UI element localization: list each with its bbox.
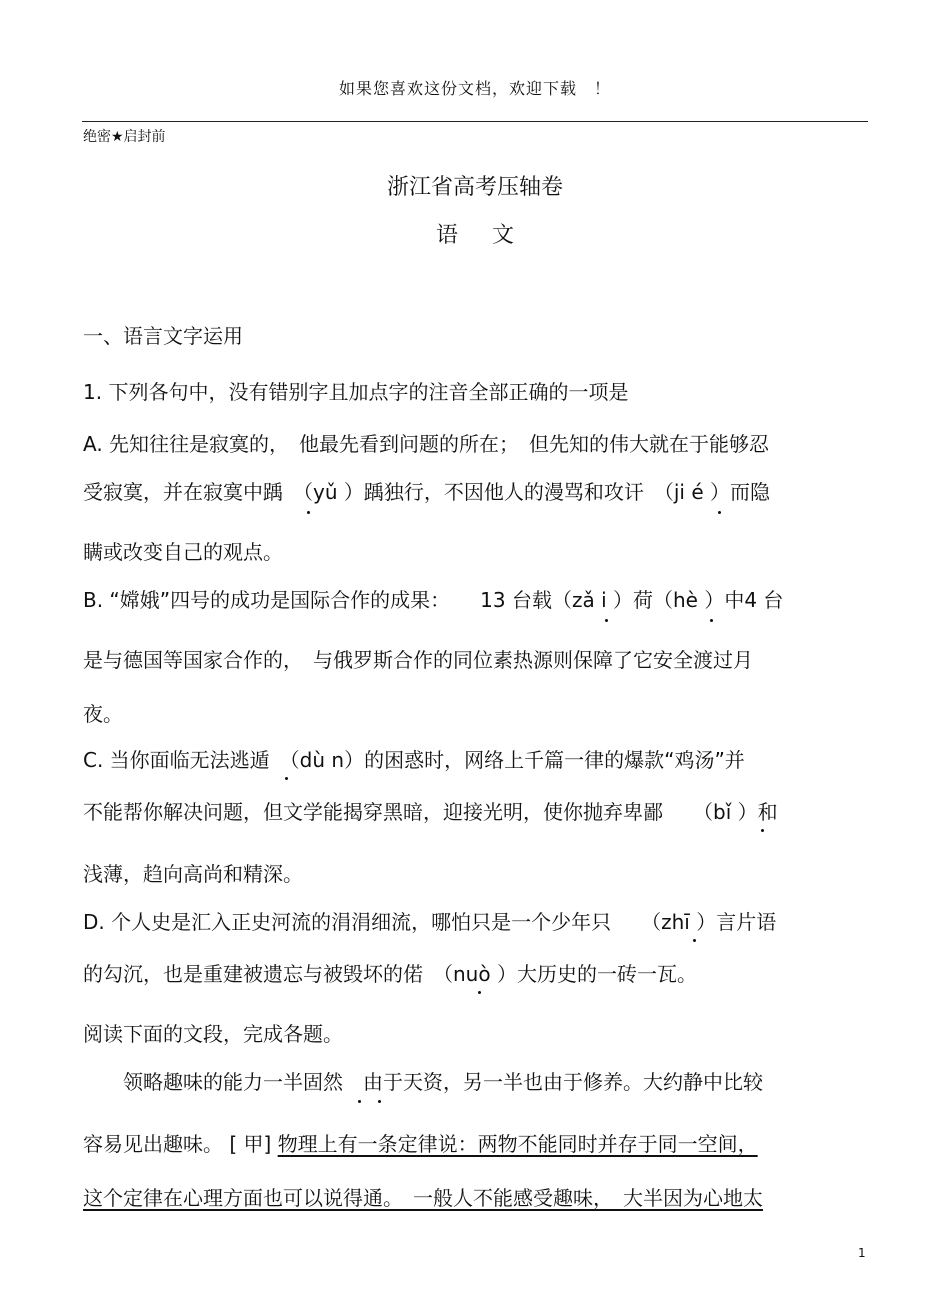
emphasis-dot	[718, 511, 721, 514]
passage-line-2-prefix: 容易见出趣味。 [ 甲]	[83, 1132, 278, 1156]
passage-line-2	[83, 1130, 758, 1158]
document-title: 浙江省高考压轴卷	[386, 175, 563, 200]
option-b-line-2: 是与德国等国家合作的， 与俄罗斯合作的同位素热源则保障了它安全渡过月	[83, 648, 753, 672]
section-heading: 一、语言文字运用	[83, 324, 243, 348]
option-b-line-1: B. “嫦娥”四号的成功是国际合作的成果： 13 台载（zǎ i ）荷（hè ）中4 台	[83, 588, 784, 612]
page-number: 1	[858, 1246, 866, 1260]
reading-instruction: 阅读下面的文段，完成各题。	[83, 1022, 343, 1046]
emphasis-dot	[710, 619, 713, 622]
option-c-line-3: 浅薄，趋向高尚和精深。	[83, 862, 303, 886]
emphasis-dot	[605, 619, 608, 622]
emphasis-dot	[285, 777, 288, 780]
question-1-stem: 1. 下列各句中，没有错别字且加点字的注音全部正确的一项是	[83, 380, 629, 404]
emphasis-dot	[358, 1100, 361, 1103]
emphasis-dot	[761, 829, 764, 832]
subject-title: 语文	[435, 223, 548, 248]
passage-line-3: 这个定律在心理方面也可以说得通。 一般人不能感受趣味， 大半因为心地太	[83, 1186, 763, 1210]
secret-mark: 绝密★启封前	[83, 129, 166, 145]
emphasis-dot	[478, 991, 481, 994]
emphasis-dot	[693, 939, 696, 942]
option-c-line-1: C. 当你面临无法逃遁 （dù n）的困惑时，网络上千篇一律的爆款“鸡汤”并	[83, 748, 745, 772]
marked-sentence-jia: 物理上有一条定律说：两物不能同时并存于同一空间，	[277, 1132, 758, 1156]
option-d-line-2: 的勾沉，也是重建被遗忘与被毁坏的偌 （nuò ）大历史的一砖一瓦。	[83, 962, 697, 986]
option-a-line-2: 受寂寞，并在寂寞中踽 （yǔ ）踽独行，不因他人的漫骂和攻讦 （ji é ）而隐	[83, 480, 771, 504]
passage-line-1: 领略趣味的能力一半固然 由于天资，另一半也由于修养。大约静中比较	[83, 1070, 763, 1094]
emphasis-dot	[307, 511, 310, 514]
option-a-line-1: A. 先知往往是寂寞的， 他最先看到问题的所在； 但先知的伟大就在于能够忍	[83, 432, 770, 456]
option-c-line-2: 不能帮你解决问题，但文学能揭穿黑暗，迎接光明，使你抛弃卑鄙 （bǐ ）和	[83, 800, 778, 824]
option-a-line-3: 瞒或改变自己的观点。	[83, 540, 283, 564]
download-note: 如果您喜欢这份文档，欢迎下载 ！	[338, 79, 611, 98]
option-d-line-1: D. 个人史是汇入正史河流的涓涓细流，哪怕只是一个少年只 （zhī ）言片语	[83, 910, 777, 934]
option-b-line-3: 夜。	[83, 702, 123, 726]
emphasis-dot	[378, 1100, 381, 1103]
header-rule	[82, 121, 868, 122]
